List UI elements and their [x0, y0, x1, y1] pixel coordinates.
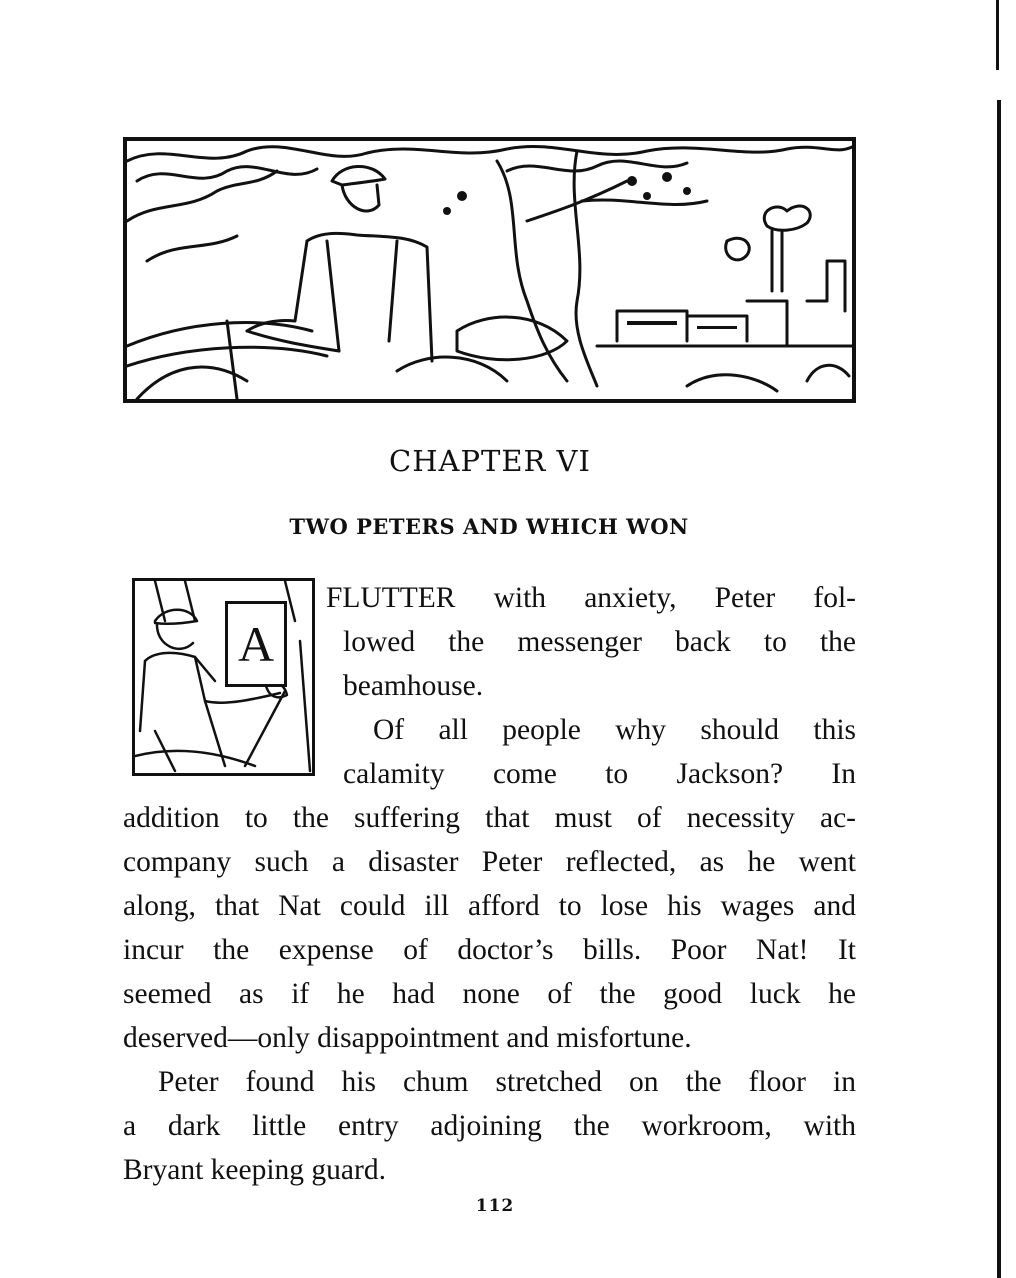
- drop-cap-letter: A: [225, 601, 287, 687]
- headpiece-scene-image: [127, 141, 852, 399]
- body-line: company such a disaster Peter reflected, as he went: [123, 846, 856, 878]
- body-line: a dark little entry adjoining the workroom, with: [123, 1110, 856, 1142]
- scan-edge-top: [996, 0, 999, 70]
- body-line: along, that Nat could ill afford to lose his wages and: [123, 890, 856, 922]
- body-line: beamhouse.: [343, 670, 484, 702]
- drop-cap-illustration: [132, 578, 315, 776]
- body-line: Peter found his chum stretched on the floor in: [158, 1066, 856, 1098]
- body-line: calamity come to Jackson? In: [343, 758, 856, 790]
- chapter-title: TWO PETERS AND WHICH WON: [289, 514, 689, 539]
- body-line: seemed as if he had none of the good luck he: [123, 978, 856, 1010]
- body-line: addition to the suffering that must of necessity ac-: [123, 802, 856, 834]
- body-line: lowed the messenger back to the: [343, 626, 856, 658]
- body-line: incur the expense of doctor’s bills. Poor Nat! It: [123, 934, 856, 966]
- scan-edge-right: [997, 100, 1001, 1278]
- page-number: 112: [475, 1196, 515, 1216]
- body-line: deserved—only disappointment and misfortune.: [123, 1022, 692, 1054]
- headpiece-illustration: [123, 137, 856, 403]
- body-line: Of all people why should this: [373, 714, 856, 746]
- body-line: FLUTTER with anxiety, Peter fol-: [326, 582, 856, 614]
- body-line: Bryant keeping guard.: [123, 1154, 386, 1186]
- chapter-number: CHAPTER VI: [389, 444, 591, 478]
